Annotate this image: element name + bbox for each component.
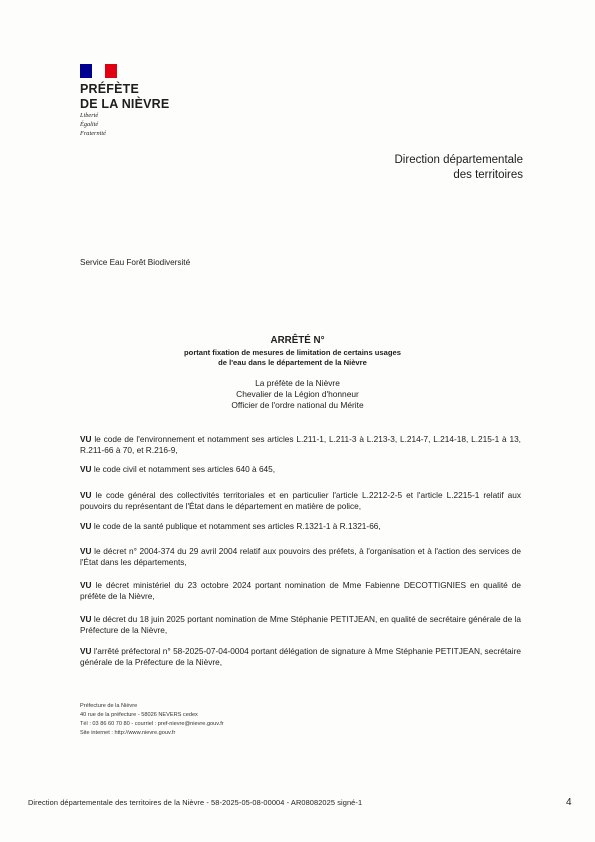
visa-prefix: VU xyxy=(80,490,92,500)
arrete-subtitle-line2: de l'eau dans le département de la Nièvre xyxy=(218,358,367,367)
visa-paragraph xyxy=(80,614,521,636)
visa-prefix: VU xyxy=(80,434,92,444)
visa-paragraph xyxy=(80,434,521,456)
issuing-direction xyxy=(395,153,524,183)
arrete-title: ARRÊTÉ N° xyxy=(270,335,325,346)
authority-line3: Officier de l'ordre national du Mérite xyxy=(231,400,364,410)
prefecture-name-line1: PRÉFÈTE xyxy=(80,82,140,96)
visa-prefix: VU xyxy=(80,546,92,556)
motto-liberte: Liberté xyxy=(80,112,99,119)
visa-prefix: VU xyxy=(80,580,92,590)
visa-text: le décret n° 2004-374 du 29 avril 2004 relatif aux pouvoirs des préfets, à l'organisation et à l'action des services de l'État dans les départements, xyxy=(80,546,521,567)
prefecture-name xyxy=(80,82,169,112)
document-reference: Direction départementale des territoires de la Nièvre - 58-2025-05-08-00004 - AR08082025 signé-1 xyxy=(28,798,363,807)
visa-text: le décret ministériel du 23 octobre 2024 portant nomination de Mme Fabienne DECOTTIGNIES en qualité de préfète de la Nièvre, xyxy=(80,580,521,601)
flag-blue-band xyxy=(80,64,92,78)
footer-address xyxy=(80,702,224,738)
footer-address-line: Site internet : http://www.nievre.gouv.fr xyxy=(80,730,176,736)
republic-motto xyxy=(80,111,106,138)
footer-address-line: 40 rue de la préfecture - 58026 NEVERS cedex xyxy=(80,712,198,718)
footer-address-line: Préfecture de la Nièvre xyxy=(80,703,138,709)
direction-line2: des territoires xyxy=(453,169,523,181)
visa-paragraph xyxy=(80,521,521,532)
visa-prefix: VU xyxy=(80,464,92,474)
visa-text: le code de l'environnement et notamment ses articles L.211-1, L.211-3 à L.213-3, L.214-7, L.214-18, L.215-1 à 13, R.211-66 à 70, et R.216-9, xyxy=(80,434,521,455)
arrete-subtitle xyxy=(140,348,445,368)
page-number: 4 xyxy=(566,797,572,808)
flag-red-band xyxy=(105,64,117,78)
visa-text: l'arrêté préfectoral n° 58-2025-07-04-0004 portant délégation de signature à Mme Stéphanie PETITJEAN, secrétaire générale de la Préfecture de la Nièvre, xyxy=(80,646,521,667)
service-name: Service Eau Forêt Biodiversité xyxy=(80,258,191,267)
visa-paragraph xyxy=(80,464,521,475)
visa-prefix: VU xyxy=(80,614,92,624)
visa-paragraph xyxy=(80,490,521,512)
visa-paragraph xyxy=(80,546,521,568)
visa-text: le code civil et notamment ses articles 640 à 645, xyxy=(93,464,276,474)
authority-line1: La préfète de la Nièvre xyxy=(255,378,340,388)
prefecture-name-line2: DE LA NIÈVRE xyxy=(80,97,170,111)
motto-egalite: Égalité xyxy=(80,121,99,128)
motto-fraternite: Fraternité xyxy=(80,130,106,137)
visa-text: le code de la santé publique et notamment ses articles R.1321-1 à R.1321-66, xyxy=(93,521,381,531)
footer-address-line: Tél : 03 86 60 70 80 - courriel : pref-nievre@nievre.gouv.fr xyxy=(80,721,224,727)
visa-paragraph xyxy=(80,646,521,668)
republic-flag-logo xyxy=(80,64,117,78)
arrete-subtitle-line1: portant fixation de mesures de limitation de certains usages xyxy=(184,348,401,357)
visa-paragraph xyxy=(80,580,521,602)
visa-text: le décret du 18 juin 2025 portant nomination de Mme Stéphanie PETITJEAN, en qualité de secrétaire générale de la Préfecture de la Nièvre, xyxy=(80,614,521,635)
visa-text: le code général des collectivités territoriales et en particulier l'article L.2212-2-5 et l'article L.2215-1 relatif aux pouvoirs du représentant de l'État dans le département en matière de police, xyxy=(80,490,521,511)
signing-authority xyxy=(80,378,515,411)
visa-prefix: VU xyxy=(80,646,92,656)
visa-prefix: VU xyxy=(80,521,92,531)
authority-line2: Chevalier de la Légion d'honneur xyxy=(236,389,359,399)
direction-line1: Direction départementale xyxy=(394,154,523,166)
